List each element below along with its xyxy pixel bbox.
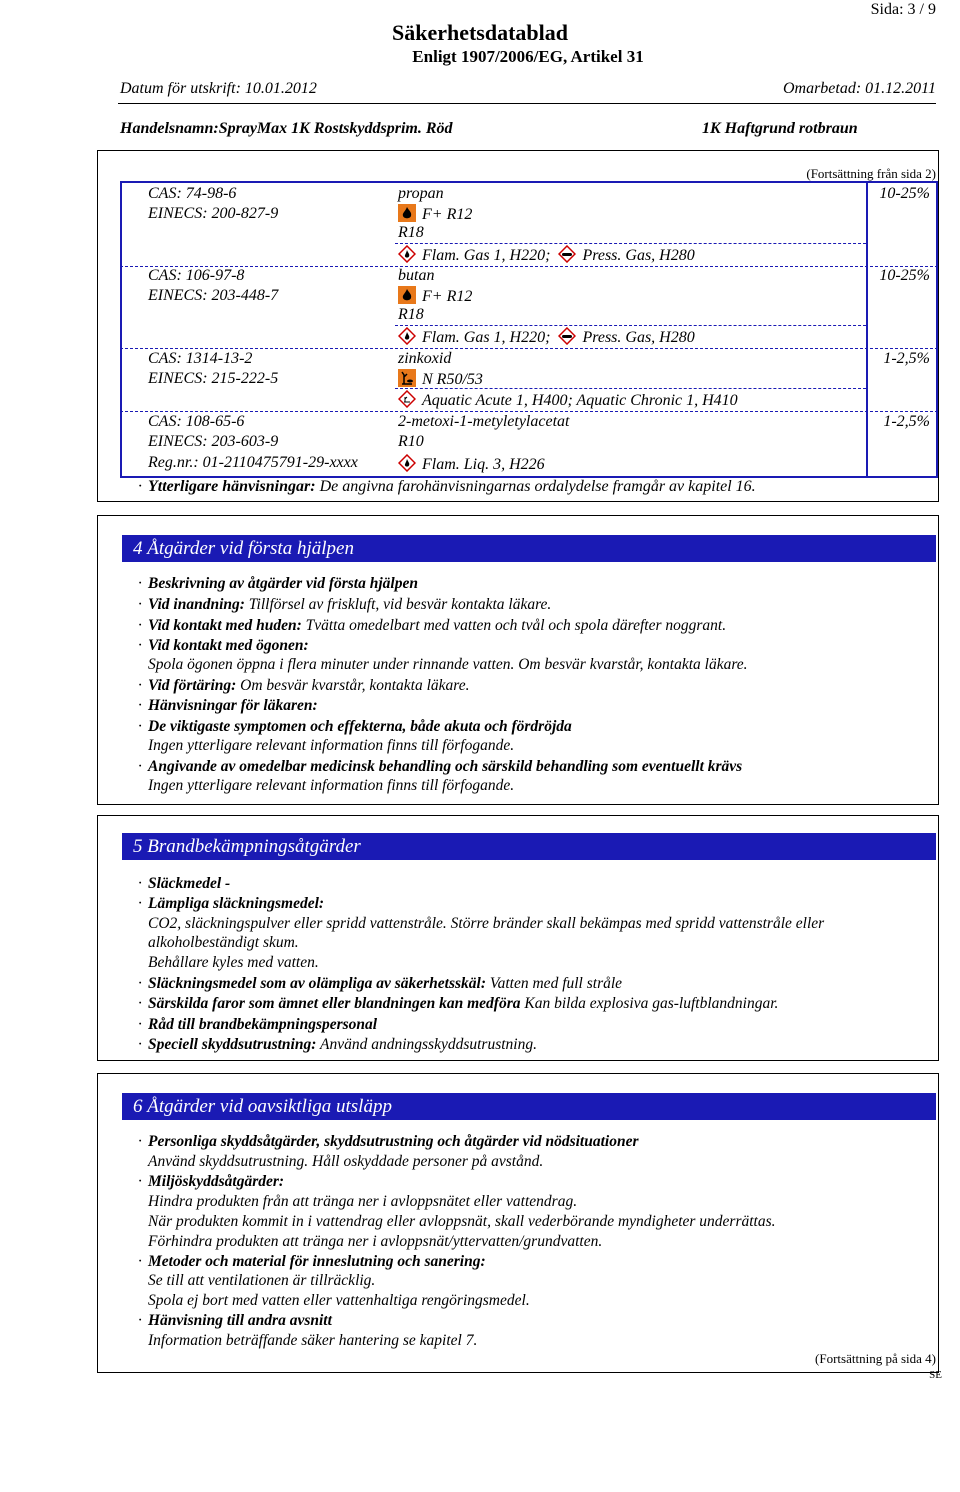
s5-line: · Lämpliga släckningsmedel: <box>138 895 325 912</box>
s6-line: Använd skyddsutrustning. Håll oskyddade personer på avstånd. <box>148 1153 544 1170</box>
header-rule <box>118 103 936 104</box>
s4-line: · Angivande av omedelbar medicinsk behandling och särskild behandling som eventuellt krävs <box>138 758 743 775</box>
s6-line: Se till att ventilationen är tillräcklig. <box>148 1272 376 1289</box>
trade-name: Handelsnamn:SprayMax 1K Rostskyddsprim. Röd <box>120 120 453 137</box>
component-percent: 10-25% <box>879 185 930 202</box>
component-name: butan <box>398 267 435 284</box>
s5-line: · Särskilda faror som ämnet eller blandningen kan medföra Kan bilda explosiva gas-luftblandningar. <box>138 995 779 1012</box>
s4-line: · Beskrivning av åtgärder vid första hjälpen <box>138 575 418 592</box>
s5-line: · Släckningsmedel som av olämpliga av säkerhetsskäl: Vatten med full stråle <box>138 975 623 992</box>
language-code: SE <box>929 1369 942 1381</box>
revision-date: Omarbetad: 01.12.2011 <box>782 80 936 97</box>
s5-line: CO2, släckningspulver eller spridd vattenstråle. Större bränder skall bekämpas med spridd vattenstråle eller <box>148 915 825 932</box>
cas-number: CAS: 74-98-6 <box>148 185 237 202</box>
s4-line: · Vid förtäring: Om besvär kvarstår, kontakta läkare. <box>138 677 470 694</box>
dsd-classification-2: R18 <box>398 224 424 241</box>
s4-line: · Hänvisningar för läkaren: <box>138 697 318 714</box>
dsd-classification-2: R10 <box>398 433 424 450</box>
page-number: Sida: 3 / 9 <box>870 1 936 18</box>
ghs-environment-icon <box>398 390 416 413</box>
continued-to: (Fortsättning på sida 4) <box>815 1351 936 1366</box>
subrow-divider <box>395 243 866 244</box>
s5-line: · Speciell skyddsutrustning: Använd andningsskyddsutrustning. <box>138 1036 537 1053</box>
s6-line: Spola ej bort med vatten eller vattenhaltiga rengöringsmedel. <box>148 1292 530 1309</box>
s5-line: alkoholbeständigt skum. <box>148 934 299 951</box>
dsd-classification: N R50/53 <box>398 369 483 392</box>
component-name: propan <box>398 185 444 202</box>
section-6-heading: 6 Åtgärder vid oavsiktliga utsläpp <box>122 1093 936 1120</box>
ghs-classification: Flam. Gas 1, H220; Press. Gas, H280 <box>398 245 695 268</box>
s6-line: Hindra produkten från att tränga ner i avloppsnätet eller vattendrag. <box>148 1193 578 1210</box>
s4-line: · Vid kontakt med ögonen: <box>138 637 309 654</box>
s6-line: · Miljöskyddsåtgärder: <box>138 1173 285 1190</box>
print-date: Datum för utskrift: 10.01.2012 <box>120 80 317 97</box>
einecs-number: EINECS: 215-222-5 <box>148 370 279 387</box>
einecs-number: EINECS: 200-827-9 <box>148 205 279 222</box>
s6-line: · Metoder och material för inneslutning och sanering: <box>138 1253 486 1270</box>
ghs-classification: Aquatic Acute 1, H400; Aquatic Chronic 1, H410 <box>398 390 738 413</box>
einecs-number: EINECS: 203-603-9 <box>148 433 279 450</box>
subrow-divider <box>395 325 866 326</box>
table-divider <box>866 181 868 478</box>
s5-line: · Släckmedel - <box>138 875 231 892</box>
ghs-flame-icon <box>398 327 416 350</box>
document-title: Säkerhetsdatablad <box>391 20 569 45</box>
ghs-classification: Flam. Liq. 3, H226 <box>398 454 545 477</box>
einecs-number: EINECS: 203-448-7 <box>148 287 279 304</box>
registration-number: Reg.nr.: 01-2110475791-29-xxxx <box>148 454 358 471</box>
s5-line: Behållare kyles med vatten. <box>148 954 319 971</box>
product-name-de: 1K Haftgrund rotbraun <box>702 120 858 137</box>
dsd-classification: F+ R12 <box>398 204 472 227</box>
s6-line: · Hänvisning till andra avsnitt <box>138 1312 332 1329</box>
cas-number: CAS: 106-97-8 <box>148 267 245 284</box>
s4-line: · Vid inandning: Tillförsel av friskluft, vid besvär kontakta läkare. <box>138 596 552 613</box>
s4-line: Ingen ytterligare relevant information finns till förfogande. <box>148 737 515 754</box>
ghs-gas-cylinder-icon <box>558 327 576 350</box>
section-4-heading: 4 Åtgärder vid första hjälpen <box>122 535 936 562</box>
s6-line: Information beträffande säker hantering se kapitel 7. <box>148 1332 478 1349</box>
document-subtitle: Enligt 1907/2006/EG, Artikel 31 <box>412 47 644 66</box>
s6-line: · Personliga skyddsåtgärder, skyddsutrustning och åtgärder vid nödsituationer <box>138 1133 639 1150</box>
dsd-classification-2: R18 <box>398 306 424 323</box>
s4-line: · Vid kontakt med huden: Tvätta omedelbart med vatten och tvål och spola därefter noggrant. <box>138 617 727 634</box>
dsd-classification: F+ R12 <box>398 286 472 309</box>
further-references: · Ytterligare hänvisningar: De angivna farohänvisningarnas ordalydelse framgår av kapitel 16. <box>138 478 756 495</box>
component-percent: 10-25% <box>879 267 930 284</box>
component-percent: 1-2,5% <box>883 413 930 430</box>
s4-line: Spola ögonen öppna i flera minuter under rinnande vatten. Om besvär kvarstår, kontakta läkare. <box>148 656 748 673</box>
s5-line: · Råd till brandbekämpningspersonal <box>138 1016 378 1033</box>
ghs-flame-icon <box>398 454 416 477</box>
s4-line: Ingen ytterligare relevant information finns till förfogande. <box>148 777 515 794</box>
component-name: 2-metoxi-1-metyletylacetat <box>398 413 570 430</box>
component-percent: 1-2,5% <box>883 350 930 367</box>
continued-from: (Fortsättning från sida 2) <box>806 166 936 181</box>
section-5-heading: 5 Brandbekämpningsåtgärder <box>122 833 936 860</box>
s6-line: När produkten kommit in i vattendrag eller avloppsnät, skall vederbörande myndigheter underrättas. <box>148 1213 776 1230</box>
s6-line: Förhindra produkten att tränga ner i avloppsnät/yttervatten/grundvatten. <box>148 1233 603 1250</box>
component-name: zinkoxid <box>398 350 452 367</box>
ghs-gas-cylinder-icon <box>558 245 576 268</box>
environment-icon <box>398 369 416 392</box>
cas-number: CAS: 1314-13-2 <box>148 350 253 367</box>
ghs-flame-icon <box>398 245 416 268</box>
cas-number: CAS: 108-65-6 <box>148 413 245 430</box>
ghs-classification: Flam. Gas 1, H220; Press. Gas, H280 <box>398 327 695 350</box>
s4-line: · De viktigaste symptomen och effekterna, både akuta och fördröjda <box>138 718 572 735</box>
